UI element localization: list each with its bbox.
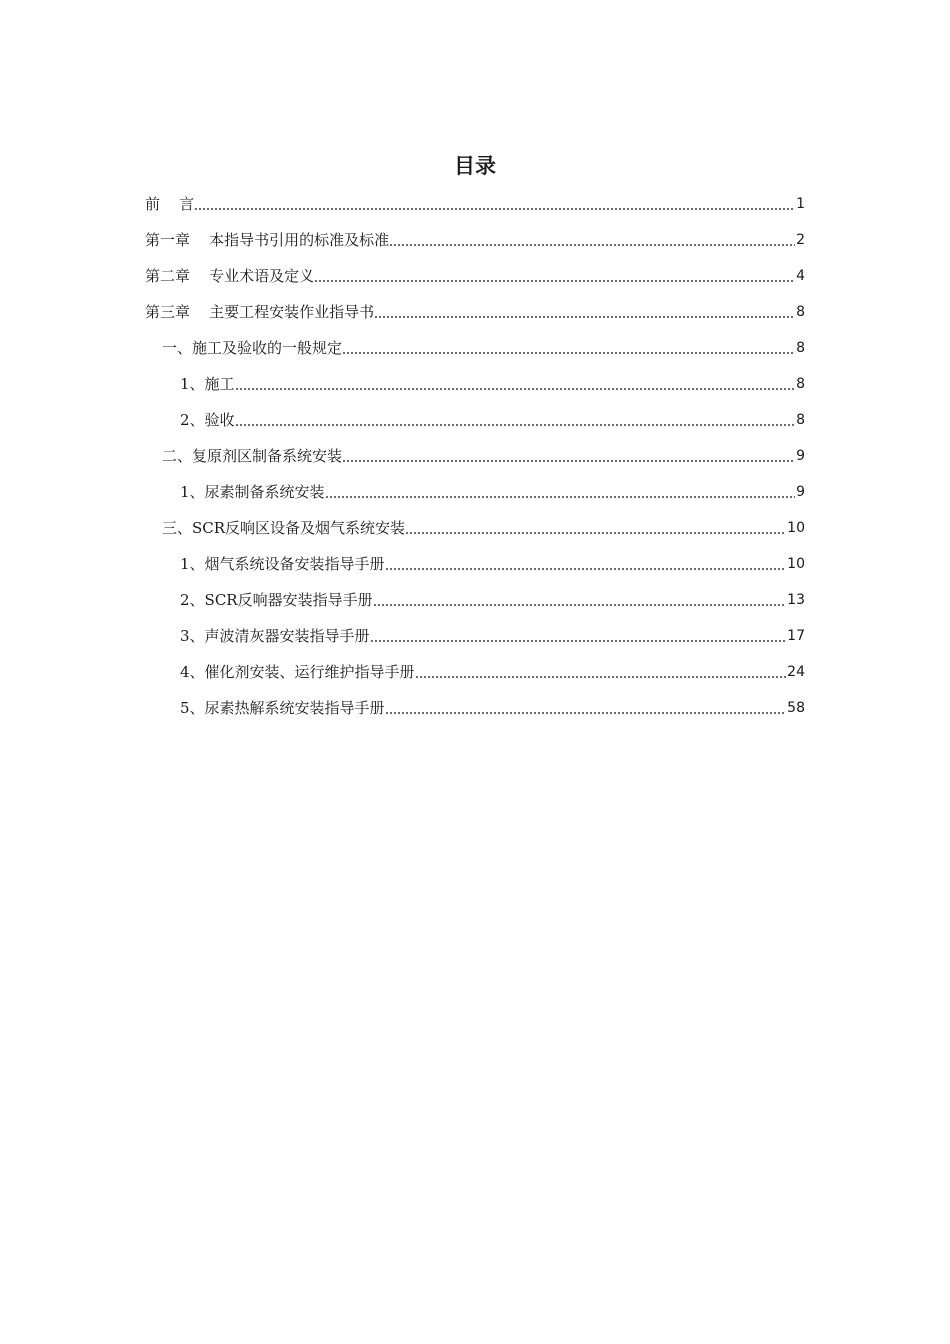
- toc-entry-page: 10: [787, 556, 805, 572]
- toc-entry-section-reductant[interactable]: [162, 442, 805, 466]
- toc-entry-section-general-rules[interactable]: [162, 334, 805, 358]
- toc-dot-leader: [195, 194, 795, 214]
- toc-dot-leader: [374, 590, 787, 610]
- toc-entry-label: 1、烟气系统设备安装指导手册: [180, 555, 385, 573]
- toc-title: 目录: [454, 154, 496, 178]
- toc-entry-scr-reactor-manual[interactable]: [180, 586, 805, 610]
- toc-entry-page: 9: [796, 484, 805, 500]
- toc-entry-page: 24: [787, 664, 805, 680]
- toc-entry-page: 4: [796, 268, 805, 284]
- toc-entry-page: 8: [796, 376, 805, 392]
- toc-entry-chapter-2[interactable]: [145, 262, 805, 286]
- toc-entry-page: 8: [796, 304, 805, 320]
- toc-dot-leader: [416, 662, 787, 682]
- toc-dot-leader: [371, 626, 787, 646]
- toc-entry-page: 13: [787, 592, 805, 608]
- toc-entry-urea-pyrolysis-manual[interactable]: [180, 694, 805, 718]
- toc-entry-page: 2: [796, 232, 805, 248]
- toc-entry-page: 17: [787, 628, 805, 644]
- toc-entry-preface[interactable]: [145, 190, 805, 214]
- toc-entry-chapter-3[interactable]: [145, 298, 805, 322]
- toc-dot-leader: [343, 338, 795, 358]
- toc-entry-flue-gas-manual[interactable]: [180, 550, 805, 574]
- toc-dot-leader: [375, 302, 795, 322]
- toc-entry-chapter-1[interactable]: [145, 226, 805, 250]
- toc-entry-label: 5、尿素热解系统安装指导手册: [180, 699, 385, 717]
- toc-entry-label: 第一章 本指导书引用的标准及标准: [145, 231, 390, 249]
- toc-entry-label: 1、施工: [180, 375, 235, 393]
- toc-dot-leader: [386, 554, 787, 574]
- toc-entry-page: 58: [787, 700, 805, 716]
- toc-entry-label: 第二章 专业术语及定义: [145, 267, 315, 285]
- toc-entry-urea-preparation[interactable]: [180, 478, 805, 502]
- toc-entry-label: 2、验收: [180, 411, 235, 429]
- toc-entry-page: 9: [796, 448, 805, 464]
- toc-dot-leader: [343, 446, 795, 466]
- toc-entry-page: 1: [796, 196, 805, 212]
- toc-entry-page: 8: [796, 412, 805, 428]
- toc-dot-leader: [386, 698, 787, 718]
- toc-dot-leader: [390, 230, 795, 250]
- toc-entry-label: 第三章 主要工程安装作业指导书: [145, 303, 375, 321]
- toc-entry-section-scr[interactable]: [162, 514, 805, 538]
- toc-entry-label: 1、尿素制备系统安装: [180, 483, 325, 501]
- toc-entry-label: 2、SCR反响器安装指导手册: [180, 591, 373, 609]
- toc-entry-label: 二、复原剂区制备系统安装: [162, 447, 343, 465]
- toc-entry-label: 前 言: [145, 195, 195, 213]
- toc-entry-label: 一、施工及验收的一般规定: [162, 339, 343, 357]
- toc-entry-construction[interactable]: [180, 370, 805, 394]
- toc-entry-label: 3、声波清灰器安装指导手册: [180, 627, 370, 645]
- toc-dot-leader: [326, 482, 796, 502]
- toc-entry-page: 8: [796, 340, 805, 356]
- toc-entry-catalyst-manual[interactable]: [180, 658, 805, 682]
- toc-entry-label: 三、SCR反响区设备及烟气系统安装: [162, 519, 406, 537]
- toc-entry-acceptance[interactable]: [180, 406, 805, 430]
- toc-entry-page: 10: [787, 520, 805, 536]
- toc-entry-label: 4、催化剂安装、运行维护指导手册: [180, 663, 415, 681]
- toc-dot-leader: [406, 518, 786, 538]
- toc-dot-leader: [236, 374, 796, 394]
- toc-dot-leader: [315, 266, 795, 286]
- toc-entry-sonic-cleaner-manual[interactable]: [180, 622, 805, 646]
- toc-dot-leader: [236, 410, 796, 430]
